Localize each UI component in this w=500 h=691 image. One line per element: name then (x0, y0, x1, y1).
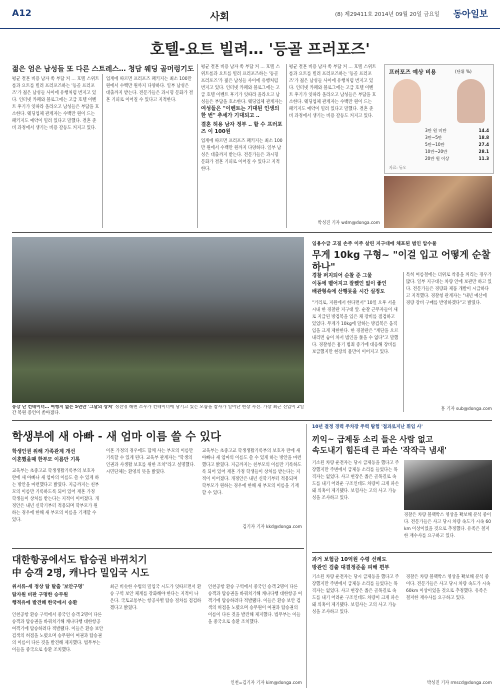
cost-row: 3만~5만 18.8 (425, 135, 489, 140)
issue-date: (8) 제29411호 2014년 09월 20일 금요일 (335, 12, 440, 18)
top-headline: 호텔-요트 빌려… '등골 프러포즈' (150, 40, 370, 58)
accident-headline: 끼익~ 급제동 소리 들은 사람 없고 속도내기 힘든데 큰 파손 '작작극 냄새' (312, 435, 447, 455)
column-rule (403, 272, 404, 412)
top-body-col5: 평균 결혼 비용 남자 쪽 부담 커 … 호텔 스위트룸과 요트를 빌려 프러포즈하는 '등골 프러포즈'가 젊은 남성들 사이에 유행처럼 번지고 있다. 인터넷 카페와 블로그에는 고급 호텔 이벤트 후기가 잇따라 올라오고 남성들은 부담을 호소한다. 웨딩업체 관계자는 수백만 원이 드는 패키지도 예약이 밀려 있다고 말했다. 결혼 준비 과정에서 생기는 비용 갈등도 커지고 있다. (289, 65, 377, 119)
proposal-photo (384, 176, 492, 228)
bottom-body-col3: 인천공항 환승 구역에서 중국인 승객 2명이 다른 승객과 탑승권을 바꿔치기해 캐나다행 대한항공 여객기에 탑승하려다 적발됐다. 이들은 환승 보안 검색의 허점을 노렸으며 승무원이 여권과 탑승권의 이름이 다른 것을 발견해 제지했다. 법무부는 이들을 중국으로 송환 조치했다. (208, 585, 302, 625)
middle-body-col3: 교육부는 초중고교 학생생활기록부의 보호자 란에 새 아빠나 새 엄마의 이름도 쓸 수 있게 하는 방안을 마련했다고 밝혔다. 지금까지는 친부모의 이름만 기록하도록 되어 있어 재혼 가정 학생들이 상처를 받는다는 지적이 이어졌다. 개정안은 내년 신학기부터 적용되며 학부모가 원하는 경우에 한해 새 부모의 이름을 기재할 수 있다. (202, 449, 302, 496)
photo-caption-text: 정진영 해변 소우가 컨테이너에 당기고 있는 모습을 참사가 일어난 현장 사진. 가장 최근 진입이 2일 간 복원 증언이 쏟아졌다. (12, 405, 304, 416)
info-box-title: 프러포즈 예상 비용 (389, 70, 437, 76)
middle-headline: 학생부에 새 아빠 - 새 엄마 이름 쓸 수 있다 (12, 430, 222, 443)
accident-body-col2: 경찰은 차량 블랙박스 영상을 확보해 분석 중이다. 전문가들은 사고 당시 차량 속도가 시속 60km 이상이었을 것으로 추정했다. 유족은 철저한 재수사를 요구하고 있다. (404, 513, 492, 539)
masthead (0, 0, 500, 29)
section-divider (12, 232, 492, 233)
accident-byline: 박성진 기자 rmscd@donga.com (427, 681, 492, 686)
top-body-col3: 평균 결혼 비용 남자 쪽 부담 커 … 호텔 스위트룸과 요트를 빌려 프러포즈하는 '등골 프러포즈'가 젊은 남성들 사이에 유행처럼 번지고 있다. 인터넷 카페와 블로그에는 고급 호텔 이벤트 후기가 잇따라 올라오고 남성들은 부담을 호소한다. 웨딩업체 관계자는 (201, 65, 283, 104)
bottom-body-col2: 최근 비슷한 수법의 밀입국 시도가 잇따르면서 환승 구역 보안 체계를 강화해야 한다는 지적이 나온다. 국토교통부는 항공사별 탑승 절차를 점검하겠다고 밝혔다. (110, 585, 202, 611)
cost-row: 10만~20만 28.1 (425, 149, 489, 154)
bottom-headline: 대한항공에서도 탑승권 바뀌치기 中 승객 2명, 캐나다 밀입국 시도 (12, 555, 150, 579)
accident-body-col4: 경찰은 차량 블랙박스 영상을 확보해 분석 중이다. 전문가들은 사고 당시 차량 속도가 시속 60km 이상이었을 것으로 추정했다. 유족은 철저한 재수사를 요구하고 있다. (406, 575, 491, 601)
right-headline: 무게 10kg 구형~ "이걸 입고 어떻게 순찰하나" (312, 250, 491, 273)
accident-kicker: 10년 결정 경력 주차장 주력 탐험 '접과로지난 휘임 사' (312, 425, 423, 430)
top-body-col1: 평균 결혼 비용 남자 쪽 부담 커 … 호텔 스위트룸과 요트를 빌려 프러포즈하는 '등골 프러포즈'가 젊은 남성들 사이에 유행처럼 번지고 있다. 인터넷 카페와 블로그에는 고급 호텔 이벤트 후기가 잇따라 올라오고 남성들은 부담을 호소한다. 웨딩업체 관계자는 수백만 원이 드는 패키지도 예약이 밀려 있다고 말했다. 결혼 준비 과정에서 생기는 비용 갈등도 커지고 있다. (12, 77, 100, 131)
cost-row: 3만 원 미만 14.4 (425, 128, 489, 133)
top-quote-1: 여성들은 "이벤트는 기대된 인생의 한 번" 추세가 기대되고 ‥ (201, 106, 280, 119)
info-box (384, 64, 494, 174)
bottom-subhead: 위서류-세 정상 탑 탈출 '보안구멍' 탑자원 비판 구멍한 승무원 행적유에 발견해 한국에서 송환 (12, 585, 84, 606)
page-number: A12 (12, 9, 32, 19)
cost-table (425, 127, 489, 162)
middle-body-col2: 이혼 가정의 경우에도 함께 사는 부모의 이름만 기록할 수 있게 된다. 교육부 관계자는 "학생의 인권과 사생활 보호를 위한 조치"라고 설명했다. 시민단체는 환영의 뜻을 밝혔다. (106, 449, 196, 475)
section-divider (12, 548, 304, 549)
car-photo (404, 460, 492, 510)
top-body-col4: 업계에 따르면 프러포즈 패키지는 최소 100만 원에서 수백만 원까지 다양하다. 일부 남성은 대출까지 받는다. 전문가들은 과시형 문화가 결혼 기피로 이어질 수 있다고 지적한다. (201, 139, 283, 172)
column-rule (197, 64, 198, 228)
person-illustration-icon (457, 79, 485, 123)
person-illustration-icon (393, 79, 421, 123)
info-box-source: 자료: 듀오 (389, 165, 407, 170)
bottom-byline: 인천=김기자 기자 kim@donga.com (230, 681, 302, 686)
accident-photo-caption: 과거 보험금 10억원 수령 선례도 방관인 검출 대결정준을 피해 편부 (312, 557, 390, 571)
top-subheadline: 젊은 엄은 남성들 또 다른 스트레스… 청담 웨딩 골머렁기도 (12, 65, 195, 73)
accident-body-col1: 기소된 차량 운전자는 당시 급제동을 했다고 주장했지만 주변에서 급제동 소리를 들었다는 목격자는 없었다. 사고 현장은 좁은 골목길로 속도를 내기 어려운 구조인데도 차량이 크게 파손돼 의혹이 제기됐다. 보험사는 고의 사고 가능성을 조사하고 있다. (312, 461, 400, 501)
right-byline: 홍 기자 sub@donga.com (440, 407, 492, 412)
photo-caption (12, 405, 304, 418)
section-divider (12, 420, 492, 421)
accident-body-col3: 기소된 차량 운전자는 당시 급제동을 했다고 주장했지만 주변에서 급제동 소리를 들었다는 목격자는 없었다. 사고 현장은 좁은 골목길로 속도를 내기 어려운 구조인데도 차량이 크게 파손돼 의혹이 제기됐다. 보험사는 고의 사고 가능성을 조사하고 있다. (312, 575, 400, 615)
info-box-unit: (단위 %) (455, 69, 472, 74)
middle-subhead: 학생인권 위해 가족관계 개선 이혼했을때 한부모 이름만 기록 (12, 449, 81, 463)
cost-row: 5만~10만 27.4 (425, 142, 489, 147)
middle-byline: 김기자 기자 kkd@donga.com (242, 525, 302, 530)
photo-caption-title: 동강 난 컨테이너… 여행지 없는 5년만 '그날의 상처' (12, 405, 114, 410)
column-rule (286, 64, 287, 228)
column-rule (306, 424, 307, 688)
top-body-col2: 업계에 따르면 프러포즈 패키지는 최소 100만 원에서 수백만 원까지 다양하다. 일부 남성은 대출까지 받는다. 전문가들은 과시형 문화가 결혼 기피로 이어질 수 있다고 지적한다. (106, 77, 194, 103)
column-rule (102, 74, 103, 228)
right-body-col1: "거리로, 지원에서 한다면서" 10일 오후 서울 시내 한 경찰관 지구대 앞. 순찰 근무자들이 새로 지급된 방검복을 입은 채 장비를 점검하고 있었다. 무게가 10kg에 달하는 방검복은 움직임을 크게 제한한다. 한 경찰관은 "계단을 오르내리면 숨이 차서 범인을 쫓을 수 없다"고 말했다. 경찰청은 흉기 범죄 증가에 대응해 장비를 보급했지만 현장의 불만이 이어지고 있다. (312, 301, 399, 355)
right-body-col2: 특히 여름철에는 더위로 착용을 꺼리는 경우가 많다. 일부 지구대는 차량 안에 보관만 하고 있다. 전문가들은 경량화 제품 개발이 시급하다고 지적했다. 경찰청 관계자는 "내년 예산에 경량 장비 구매를 반영하겠다"고 밝혔다. (406, 273, 492, 306)
right-subhead: 경찰 퍼지되어 순찰 준 그물 이동에 벨어지고 잘쨌인 없이 좋인 배관형속에 산행못을 시간 실정도 (312, 273, 387, 295)
newspaper-logo: 동아일보 (453, 10, 488, 20)
section-label: 사회 (210, 12, 230, 23)
middle-body-col1: 교육부는 초중고교 학생생활기록부의 보호자 란에 새 아빠나 새 엄마의 이름도 쓸 수 있게 하는 방안을 마련했다고 밝혔다. 지금까지는 친부모의 이름만 기록하도록 되어 있어 재혼 가정 학생들이 상처를 받는다는 지적이 이어졌다. 개정안은 내년 신학기부터 적용되며 학부모가 원하는 경우에 한해 새 부모의 이름을 기재할 수 있다. (12, 469, 100, 523)
section-divider (312, 552, 492, 553)
bottom-body-col1: 인천공항 환승 구역에서 중국인 승객 2명이 다른 승객과 탑승권을 바꿔치기해 캐나다행 대한항공 여객기에 탑승하려다 적발됐다. 이들은 환승 보안 검색의 허점을 노렸으며 승무원이 여권과 탑승권의 이름이 다른 것을 발견해 제지했다. 법무부는 이들을 중국으로 송환 조치했다. (12, 613, 104, 653)
wreck-photo (12, 237, 304, 403)
cost-row: 20만 원 이상 11.3 (425, 156, 489, 161)
top-quote-2: 결혼 허용 남자 정부 ‥ 할 수 프러포즈 이 100원 (201, 122, 283, 135)
top-byline: 박성진 기자 wdm@donga.com (317, 221, 380, 226)
right-kicker: 임용수급 고질 손주 이주 살린 지구대에 체포된 범인 압수물 (312, 242, 437, 247)
